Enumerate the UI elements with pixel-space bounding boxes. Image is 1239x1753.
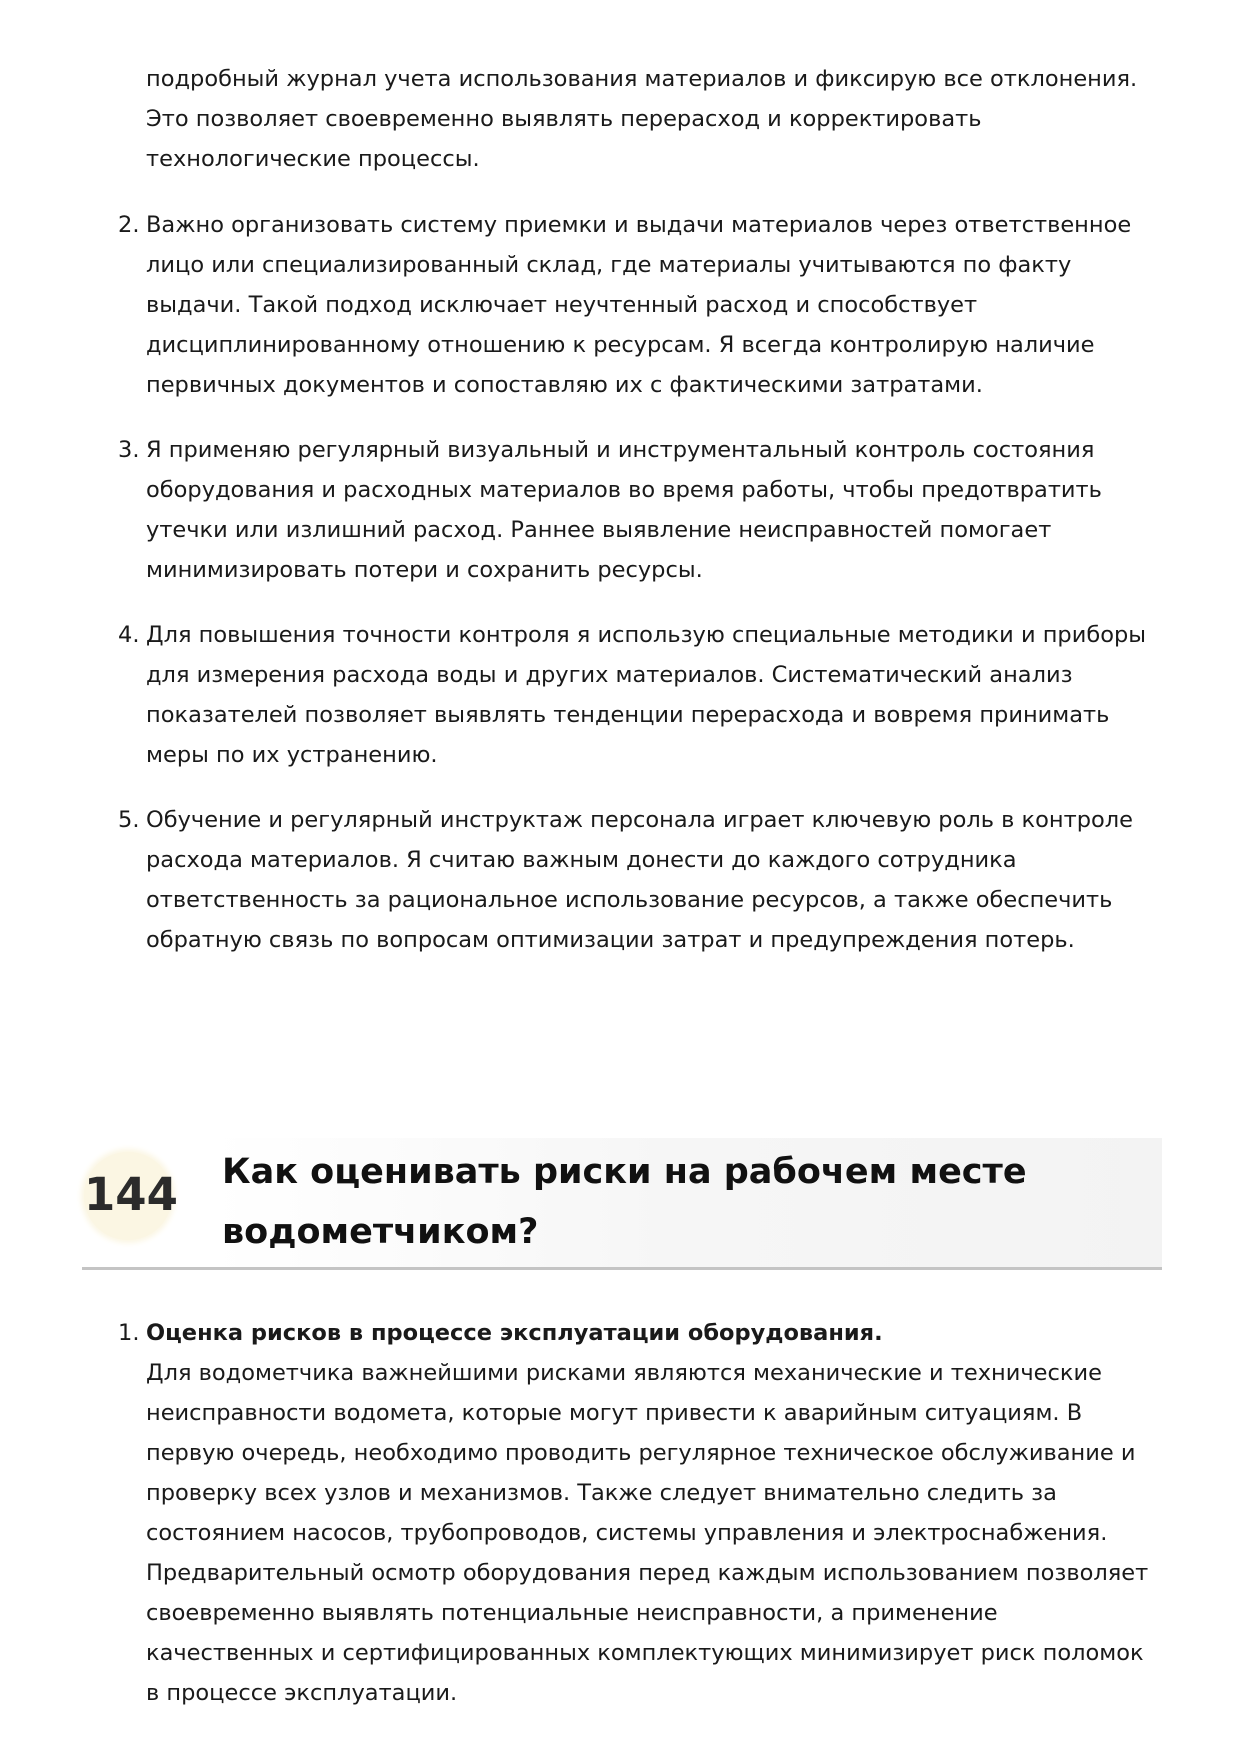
list-item [118,1313,1156,1713]
continuation-paragraph: подробный журнал учета использования материалов и фиксирую все отклонения. Это позволяет своевременно выявлять перерасход и корректировать технологические процессы. [146,66,1138,172]
numbered-list [118,1313,1156,1738]
section-number: 144 [84,1168,178,1221]
list-item-number: 2. [118,212,140,238]
list-item-number: 4. [118,622,140,648]
list-item [118,800,1156,960]
section-header [82,1138,1162,1269]
list-item-text: Я применяю регулярный визуальный и инструментальный контроль состояния оборудования и расходных материалов во время работы, чтобы предотвратить утечки или излишний расход. Раннее выявление неисправностей помогает минимизировать потери и сохранить ресурсы. [146,437,1102,583]
list-item-number: 5. [118,807,140,833]
list-item-number: 1. [118,1320,140,1346]
list-item-text: Для водометчика важнейшими рисками являются механические и технические неисправности водомета, которые могут привести к аварийным ситуациям. В первую очередь, необходимо проводить регулярное техническое обслуживание и проверку всех узлов и механизмов. Также следует внимательно следить за состоянием насосов, трубопроводов, системы управления и электроснабжения. Предварительный осмотр оборудования перед каждым использованием позволяет своевременно выявлять потенциальные неисправности, а применение качественных и сертифицированных комплектующих минимизирует риск поломок в процессе эксплуатации. [146,1360,1149,1706]
list-item [118,615,1156,775]
list-item-title: Оценка рисков в процессе эксплуатации оборудования. [146,1320,883,1346]
section-divider [82,1267,1162,1270]
list-item-number: 3. [118,437,140,463]
list-item-text: Обучение и регулярный инструктаж персонала играет ключевую роль в контроле расхода материалов. Я считаю важным донести до каждого сотрудника ответственность за рациональное использование ресурсов, а также обеспечить обратную связь по вопросам оптимизации затрат и предупреждения потерь. [146,807,1133,953]
section-title: Как оценивать риски на рабочем месте водометчиком? [222,1152,1027,1252]
numbered-list [118,205,1156,985]
list-item-text: Для повышения точности контроля я использую специальные методики и приборы для измерения расхода воды и других материалов. Систематический анализ показателей позволяет выявлять тенденции перерасхода и вовремя принимать меры по их устранению. [146,622,1147,768]
list-item [118,430,1156,590]
list-item [118,205,1156,405]
list-item-text: Важно организовать систему приемки и выдачи материалов через ответственное лицо или специализированный склад, где материалы учитываются по факту выдачи. Такой подход исключает неучтенный расход и способствует дисциплинированному отношению к ресурсам. Я всегда контролирую наличие первичных документов и сопоставляю их с фактическими затратами. [146,212,1132,398]
